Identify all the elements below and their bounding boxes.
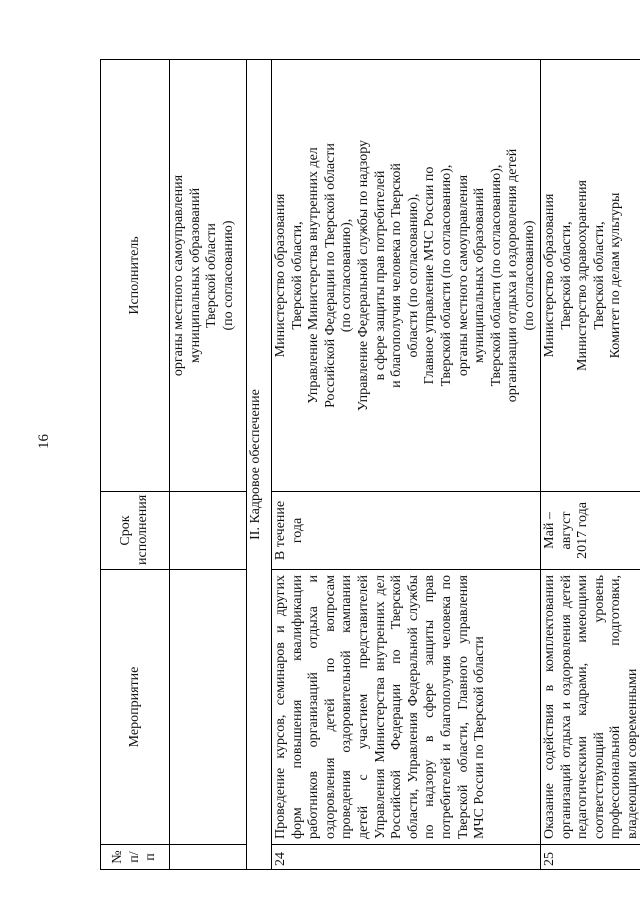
continuation-measure <box>170 570 247 845</box>
plan-table <box>100 59 640 870</box>
row-term: Май – август 2017 года <box>541 492 640 570</box>
page-number: 16 <box>36 434 52 449</box>
section-row <box>247 60 272 870</box>
table-header-row <box>101 60 170 870</box>
row-measure: Проведение курсов, семинаров и других форм повышения квалификации работников организаций отдыха и оздоровления детей по вопросам проведения оздоровительной кампании детей с участием представителей Управления Министерства внутренних дел Российской Федерации по Тверской области, Управления Федеральной службы по надзору в сфере защиты прав потребителей и благополучия человека по Тверской области, Главного управления МЧС России по Тверской области <box>272 570 541 845</box>
header-executor: Исполнитель <box>101 60 170 492</box>
continuation-row <box>170 60 247 870</box>
row-num: 24 <box>272 845 541 870</box>
header-term: Срок исполнения <box>101 492 170 570</box>
row-executor: Министерство образования Тверской области, Министерство здравоохранения Тверской области, Комитет по делам культуры <box>541 60 640 492</box>
section-title: II. Кадровое обеспечение <box>247 60 272 870</box>
row-term: В течение года <box>272 492 541 570</box>
continuation-executor: органы местного самоуправления муниципальных образований Тверской области (по согласованию) <box>170 60 247 492</box>
continuation-num <box>170 845 247 870</box>
header-num: № п/п <box>101 845 170 870</box>
row-num: 25 <box>541 845 640 870</box>
rotated-page <box>100 60 640 870</box>
table-row <box>541 60 640 870</box>
header-measure: Мероприятие <box>101 570 170 845</box>
row-executor: Министерство образования Тверской области, Управление Министерства внутренних дел Российской Федерации по Тверской области (по согласованию), Управление Федеральной службы по надзору в сфере защиты прав потребителей и благополучия человека по Тверской области (по согласованию), Главное управление МЧС России по Тверской области (по согласованию), органы местного самоуправления муниципальных образований Тверской области (по согласованию), организации отдыха и оздоровления детей (по согласованию) <box>272 60 541 492</box>
continuation-term <box>170 492 247 570</box>
table-row <box>272 60 541 870</box>
row-measure: Оказание содействия в комплектовании организаций отдыха и оздоровления детей педагогическими кадрами, имеющими соответствующий уровень профессиональной подготовки, владеющими современными <box>541 570 640 845</box>
